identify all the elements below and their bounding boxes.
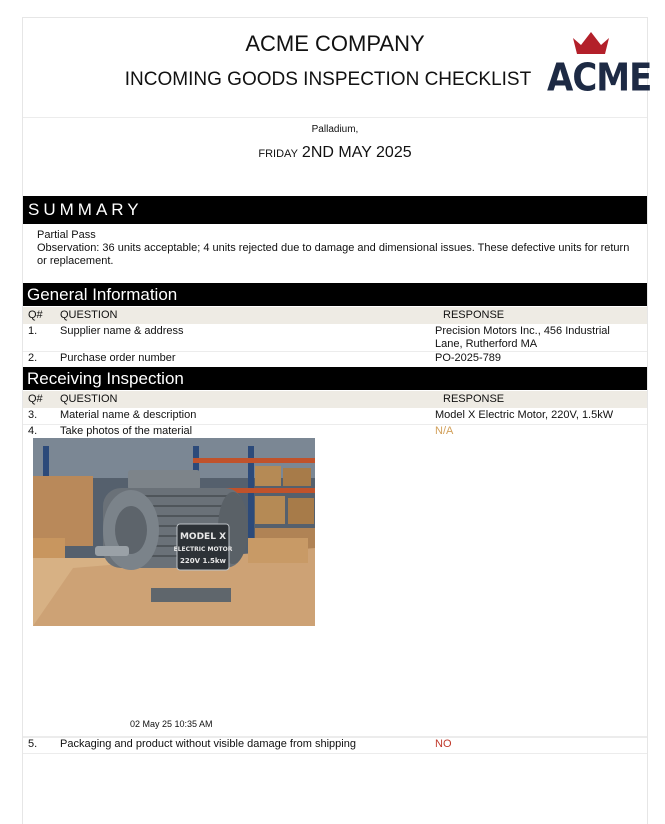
- document-title: INCOMING GOODS INSPECTION CHECKLIST: [124, 69, 532, 90]
- acme-logo: [547, 28, 652, 101]
- row-num: 1.: [28, 325, 38, 337]
- summary-heading: SUMMARY: [23, 196, 647, 224]
- summary-body: [37, 229, 637, 268]
- row-num: 3.: [28, 409, 38, 421]
- motor-photo-illustration: [33, 438, 315, 626]
- row-response: Precision Motors Inc., 456 Industrial Lane, Rutherford MA: [435, 325, 610, 350]
- motor-label-rating: 220V 1.5kw: [180, 557, 226, 565]
- row-response: N/A: [435, 425, 454, 437]
- section-heading-general: General Information: [23, 283, 647, 306]
- row-num: 4.: [28, 425, 38, 437]
- col-question-header: QUESTION: [60, 309, 118, 321]
- col-response-header: RESPONSE: [443, 309, 505, 321]
- summary-result: Partial Pass: [37, 229, 96, 241]
- row-question: Purchase order number: [60, 352, 176, 364]
- logo-wordmark: ACME: [547, 55, 652, 101]
- col-response-header: RESPONSE: [443, 393, 505, 405]
- motor-label-type: ELECTRIC MOTOR: [173, 546, 233, 553]
- company-name: ACME COMPANY: [245, 31, 425, 56]
- photo-timestamp: 02 May 25 10:35 AM: [130, 719, 213, 729]
- summary-observation: Observation: 36 units acceptable; 4 units rejected due to damage and dimensional issues. These defective units for return or replacement.: [37, 242, 630, 267]
- row-question: Take photos of the material: [60, 425, 193, 437]
- row-question: Material name & description: [60, 409, 197, 421]
- col-question-header: QUESTION: [60, 393, 118, 405]
- row-num: 5.: [28, 738, 38, 750]
- table-row: [23, 737, 647, 754]
- crown-icon: [547, 28, 635, 58]
- row-response: PO-2025-789: [435, 352, 502, 364]
- table-row: [23, 409, 647, 425]
- row-question: Packaging and product without visible damage from shipping: [60, 738, 356, 750]
- table-header: [23, 307, 647, 324]
- day-of-week: FRIDAY: [258, 148, 298, 160]
- material-photo[interactable]: [33, 438, 315, 626]
- row-response: NO: [435, 738, 452, 750]
- section-heading-receiving: Receiving Inspection: [23, 367, 647, 390]
- table-row: [23, 325, 647, 352]
- row-question: Supplier name & address: [60, 325, 184, 337]
- row-response: Model X Electric Motor, 220V, 1.5kW: [435, 409, 614, 421]
- inspection-date: [23, 144, 647, 162]
- motor-label-model: MODEL X: [179, 532, 227, 542]
- table-header: [23, 391, 647, 408]
- row-num: 2.: [28, 352, 38, 364]
- col-num-header: Q#: [28, 309, 43, 321]
- table-row: [23, 352, 647, 368]
- date-value: 2ND MAY 2025: [301, 144, 412, 161]
- inspection-page: [22, 17, 652, 824]
- location: Palladium,: [311, 124, 359, 135]
- header-divider: [23, 117, 647, 118]
- col-num-header: Q#: [28, 393, 43, 405]
